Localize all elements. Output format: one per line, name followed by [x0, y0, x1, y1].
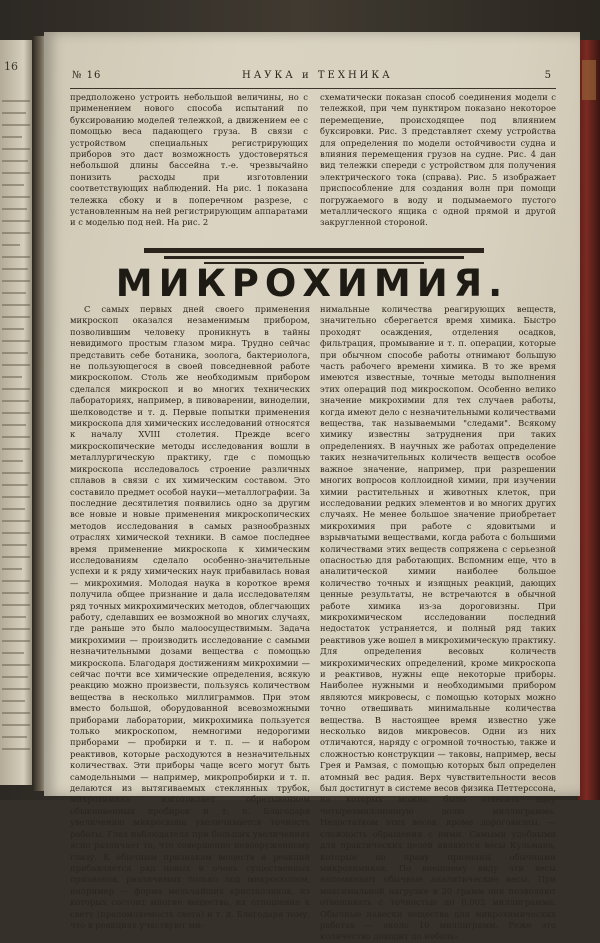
- article-column-right: [320, 304, 556, 942]
- paragraph: схематически показан способ соединения модели с тележкой, при чем пунктиром показано некоторое перемещение, происходящее под влиянием буксировки. Рис. 3 представляет схему устройства для определения по модели остойчивости судна и влияния перемещения грузов на судне. Рис. 4 дан вид тележки спереди с устройством для получения электрического тока (справа). Рис. 5 изображает приспособление для создания волн при помощи погружаемого в воду и подымаемого пустого металлического ящика с одной прямой и другой закругленной стороной.: [320, 92, 556, 228]
- left-page-number: 16: [4, 60, 18, 73]
- issue-number: № 16: [72, 70, 102, 81]
- continued-text-left: [70, 92, 308, 244]
- journal-title: НАУКА и ТЕХНИКА: [242, 70, 393, 81]
- paragraph: предположено устроить небольшой величины, но с применением нового способа испытаний по буксированию моделей тележкой, а движением ее с помощью веса падающего груза. В связи с устройством специальных регистрирующих приборов это даст возможность удостоверяться небольшой длины бассейна т.-е. чрезвычайно понизить расходы при изготовлении соответствующих наблюдений. На рис. 1 показана тележка сбоку и в поперечном разрезе, с установленным на ней регистрирующим аппаратами и с моделью под ней. На рис. 2: [70, 92, 308, 228]
- article-title: МИКРОХИМИЯ.: [115, 262, 509, 305]
- continued-text-right: [320, 92, 556, 244]
- paragraph: нимальные количества реагирующих веществ, значительно сберегается время химика. Быстро проходят осаждения, отделения осадков, фильтрация, промывание и т. п. операции, которые при обычном способе работы отнимают большую часть рабочего времени химика. В то же время имеются известные, точные методы выполнения этих операций под микроскопом. Особенно велико значение микрохимии для тех случаев работы, когда имеют дело с незначительными количествами вещества, так называемыми "следами". Всякому химику известны затруднения при таких определениях. В научных же работах определение таких незначительных количеств веществ особое важное значение, например, при разрешении многих вопросов коллоидной химии, при изучении химии растительных и животных клеток, при исследовании редких элементов и во многих других случаях. Не менее большое значение приобретает микрохимия при работе с ядовитыми и взрывчатыми веществами, когда работа с большими количествами этих веществ сопряжена с серьезной опасностью для работающих. Вспомним еще, что в аналитической химии наиболее большое количество точных и изящных реакций, дающих ценные результаты, не встречаются в обычной работе химика из-за дороговизны. При микрохимическом исследовании последний недостаток устраняется, и полный ряд таких реактивов уже вошел в микрохимическую практику. Для определения весовых количеств микрохимических определений, кроме микроскопа и реактивов, нужны еще некоторые приборы. Наиболее нужными и необходимыми прибором являются микровесы, с помощью которых можно точно отвешивать минимальные количества вещества. В настоящее время известно уже несколько видов микровесов. Одни из них отличаются, наряду с огромной точностью, также и сложностью конструкции — таковы, например, весы Грея и Рамзая, с помощью которых был определен атомный вес радия. Верх чувствительности весов был достигнут в системе весов физика Петтерссона, на которых можно было отвесить одну четырехмиллионную долю миллиграмма. Недостатком этих весов, кроме дороговизны, — сложность обращения с ними. Самыми удобными для практических целей являются весы Кульмана, которые по праву признаны обычными микрохимиков. По внешнему виду эти весы напоминают обычные аналитические весы. При максимальной нагрузке в 20 грамм они позволяют отвешивать с точностью до 0,002 миллиграмма. Обычные навески вещества для микрохимических работах — около 10 миллиграмм. Реже это количество доходит до неболь-: [320, 304, 556, 942]
- left-page-edge: [0, 40, 34, 785]
- magazine-page: [44, 32, 580, 942]
- header-rule: [70, 88, 556, 89]
- book-cover-edge: [578, 40, 600, 800]
- article-column-left: [70, 304, 310, 930]
- page-number: 5: [544, 70, 552, 81]
- page-header: [72, 70, 552, 88]
- paragraph: С самых первых дней своего применения микроскоп оказался незаменимым прибором, позволившим человеку проникнуть в тайны невидимого простым глазом мира. Трудно сейчас представить себе ботаника, зоолога, бактериолога, не пользующегося в своей повседневной работе микроскопом. Столь же необходимым прибором сделался микроскоп и во многих технических лабораториях, например, в пивоварении, виноделии, шелководстве и т. д. Первые попытки применения микроскопа для химических исследований относятся к началу XVIII столетия. Прежде всего микроскопические методы исследования вошли в металлургическую практику, где с помощью микроскопа исследовалось строение различных сплавов в связи с их химическим составом. Это составило предмет особой науки—металлографии. За последние десятилетия появились одно за другим все новые и новые применения микроскопических методов исследования в самых разнообразных отраслях химической техники. В самое последнее время применение микроскопа к химическим исследованиям сделало особенно-значительные успехи и к ряду химических наук прибавилась новая — микрохимия. Молодая наука в короткое время получила общее признание и дала исследователям ряд точных микрохимических методов, облегчающих работу, сделавших ее возможной во многих случаях, где раньше это было малоосуществимым. Задача микрохимии — производить исследование с самыми незначительными дозами вещества с помощью микроскопа. Благодаря достижениям микрохимии — сейчас почти все химические определения, всякую реакцию можно произвести, пользуясь количеством вещества в несколько миллиграммов. При этом вместо большой, оборудованной всевозможными приборами лаборатории, микрохимика пользуется только микроскопом, немногими недорогими приборами — пробирки и т. п. — и набором реактивов, которые расходуются в незначительных количествах. Эти приборы чаще всего могут быть самодельными — например, микропробирки и т. п. делаются из вытягиваемых стеклянных трубок, микрохимика изготовляет обрезыванием обыкновенных пробирок и т. п. Благодаря увеличению микроскопа увеличивается точность работы. Глаз наблюдателя при больших увеличениях ясно различает то, что совершенно невооруженному глазу. К обычным признакам веществ и реакций прибавляется ряд новых и очень существенных признаков, различимых только под микроскопом, например — форма мельчайших кристалликов, из которых состоит многие вещества, их отношение к свету (преломляемость света) и т. д. Благодаря тому, что в реакциях участвуют ми-: [70, 304, 310, 930]
